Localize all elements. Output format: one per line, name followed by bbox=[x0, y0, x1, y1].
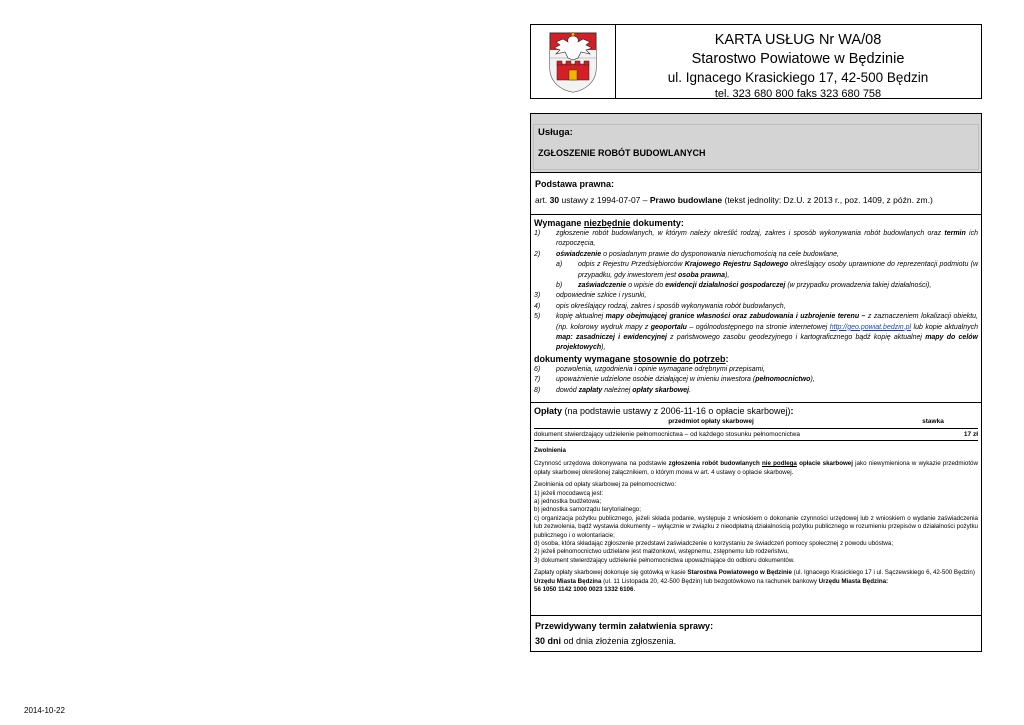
payment-info: Zapłaty opłaty skarbowej dokonuje się gotówką w kasie Starostwa Powiatowego w Będzinie (ul. Ignacego Krasickiego 17 i ul. Sączewskiego 6, 42-500 Będzin) Urzędu Miasta Będzina (ul. 11 Listopada 20, 42-500 Będzin) lub bezgotówkowo na rachunek bankowy Urzędu Miasta Będzina: 56 1050 1142 1000 0023 1332 6106. bbox=[534, 569, 975, 594]
bank-account: 56 1050 1142 1000 0023 1332 6106 bbox=[534, 586, 634, 594]
list-item: 4) opis określający rodzaj, zakres i sposób wykonywania robót budowlanych, bbox=[534, 302, 786, 310]
required-documents-heading: Wymagane niezbędnie dokumenty: bbox=[534, 218, 684, 228]
list-item: a) odpis z Rejestru Przedsiębiorców Krajowego Rejestru Sądowego określający osoby uprawnione do reprezentacji podmiotu (w przypadku, gdy inwestorem jest osoba prawna), bbox=[556, 261, 979, 279]
list-item: 7) upoważnienie udzielone osobie działającej w imieniu inwestora (pełnomocnictwo), bbox=[534, 376, 815, 384]
fees-section bbox=[531, 403, 981, 616]
header-box bbox=[530, 24, 982, 99]
fee-table-header: przedmiot opłaty skarbowej stawka bbox=[668, 418, 944, 425]
legal-basis-label: Podstawa prawna: bbox=[535, 179, 615, 189]
legal-basis-section bbox=[531, 173, 981, 215]
fee-table bbox=[534, 418, 978, 441]
list-item: 5) kopię aktualnej mapy obejmującej granice własności oraz zabudowania i uzbrojenie terenu – z zaznaczeniem lokalizacji obiektu, (np. kolorowy wydruk mapy z geoportalu – ogólnodostępnego na stronie internetowej http://geo.powiat.bedzin.pl lub kopie aktualnych map: zasadniczej i ewidencyjnej z państwowego zasobu geodezyjnego i kartograficznego bądź kopię aktualnej mapy do celów projektowych), bbox=[534, 313, 978, 352]
deadline-label: Przewidywany termin załatwienia sprawy: bbox=[535, 621, 714, 631]
office-phone: tel. 323 680 800 faks 323 680 758 bbox=[714, 88, 882, 100]
optional-documents-heading: dokumenty wymagane stosownie do potrzeb: bbox=[534, 353, 729, 364]
list-item: 1) zgłoszenie robót budowlanych, w którym należy określić rodzaj, zakres i sposób wykonywania robót budowlanych oraz termin ich rozpoczęcia, bbox=[534, 230, 978, 248]
fees-heading: Opłaty (na podstawie ustawy z 2006-11-16 o opłacie skarbowej): bbox=[534, 406, 794, 416]
print-date: 2014-10-22 bbox=[24, 706, 65, 715]
list-item: 2) oświadczenie o posiadanym prawie do dysponowania nieruchomością na cele budowlane, bbox=[534, 250, 839, 258]
office-address: ul. Ignacego Krasickiego 17, 42-500 Będzin bbox=[667, 70, 929, 85]
legal-basis-text: art. 30 ustawy z 1994-07-07 – Prawo budowlane (tekst jednolity: Dz.U. z 2013 r., poz. 1409, z późn. zm.) bbox=[535, 195, 933, 205]
required-documents-section bbox=[531, 215, 981, 403]
exemptions-heading: Zwolnienia bbox=[534, 447, 566, 454]
list-item: 8) dowód zapłaty należnej opłaty skarbowej. bbox=[534, 386, 692, 394]
office-name: Starostwo Powiatowe w Będzinie bbox=[691, 51, 905, 67]
list-item: b) zaświadczenie o wpisie do ewidencji działalności gospodarczej (w przypadku prowadzenia takiej działalności), bbox=[556, 282, 932, 290]
list-item: 3) odpowiednie szkice i rysunki, bbox=[534, 292, 647, 300]
service-name: ZGŁOSZENIE ROBÓT BUDOWLANYCH bbox=[538, 148, 706, 158]
card-title: KARTA USŁUG Nr WA/08 bbox=[714, 32, 882, 48]
crest-icon bbox=[531, 25, 616, 98]
geoportal-link[interactable]: http://geo.powiat.bedzin.pl bbox=[829, 323, 912, 331]
table-row: dokument stwierdzający udzielenie pełnomocnictwa – od każdego stosunku pełnomocnictwa 17 zł bbox=[534, 428, 978, 441]
exemption-note: Czynność urzędowa dokonywana na podstawie zgłoszenia robót budowlanych nie podlega opłacie skarbowej jako niewymieniona w wykazie przedmiotów opłaty skarbowej określonej załącznikiem, o którym mowa w art. 4 ustawy o opłacie skarbowej. bbox=[534, 460, 978, 476]
service-label: Usługa: bbox=[538, 127, 573, 138]
deadline-text: 30 dni od dnia złożenia zgłoszenia. bbox=[535, 636, 677, 646]
list-item: 6) pozwolenia, uzgodnienia i opinie wymagane odrębnymi przepisami, bbox=[534, 365, 765, 373]
service-section bbox=[531, 114, 981, 173]
header-text bbox=[615, 25, 981, 98]
service-card bbox=[530, 113, 982, 652]
deadline-section bbox=[531, 616, 981, 651]
poa-exemptions: Zwolnienia od opłaty skarbowej za pełnomocnictwo: 1) jeżeli mocodawcą jest: a) jednostka budżetowa; b) jednostka samorządu terytorialnego; c) organizacja pożytku publicznego, jeżeli składa podanie, występuje z wnioskiem o dokonanie czynności urzędowej lub z wnioskiem o wydanie zaświadczenia lub zezwolenia, bądź wystawia dokumenty – wyłącznie w związku z nieodpłatną działalnością pożytku publicznego w rozumieniu przepisów o działalności pożytku publicznego i o wolontariacie; d) osoba, która składając zgłoszenie przedstawi zaświadczenie o korzystaniu ze świadczeń pomocy społecznej z powodu ubóstwa; 2) jeżeli pełnomocnictwo udzielane jest małżonkowi, wstępnemu, zstępnemu lub rodzeństwu, 3) dokument stwierdzający udzielenie pełnomocnictwa upoważniające do odbioru dokumentów. bbox=[534, 481, 978, 564]
